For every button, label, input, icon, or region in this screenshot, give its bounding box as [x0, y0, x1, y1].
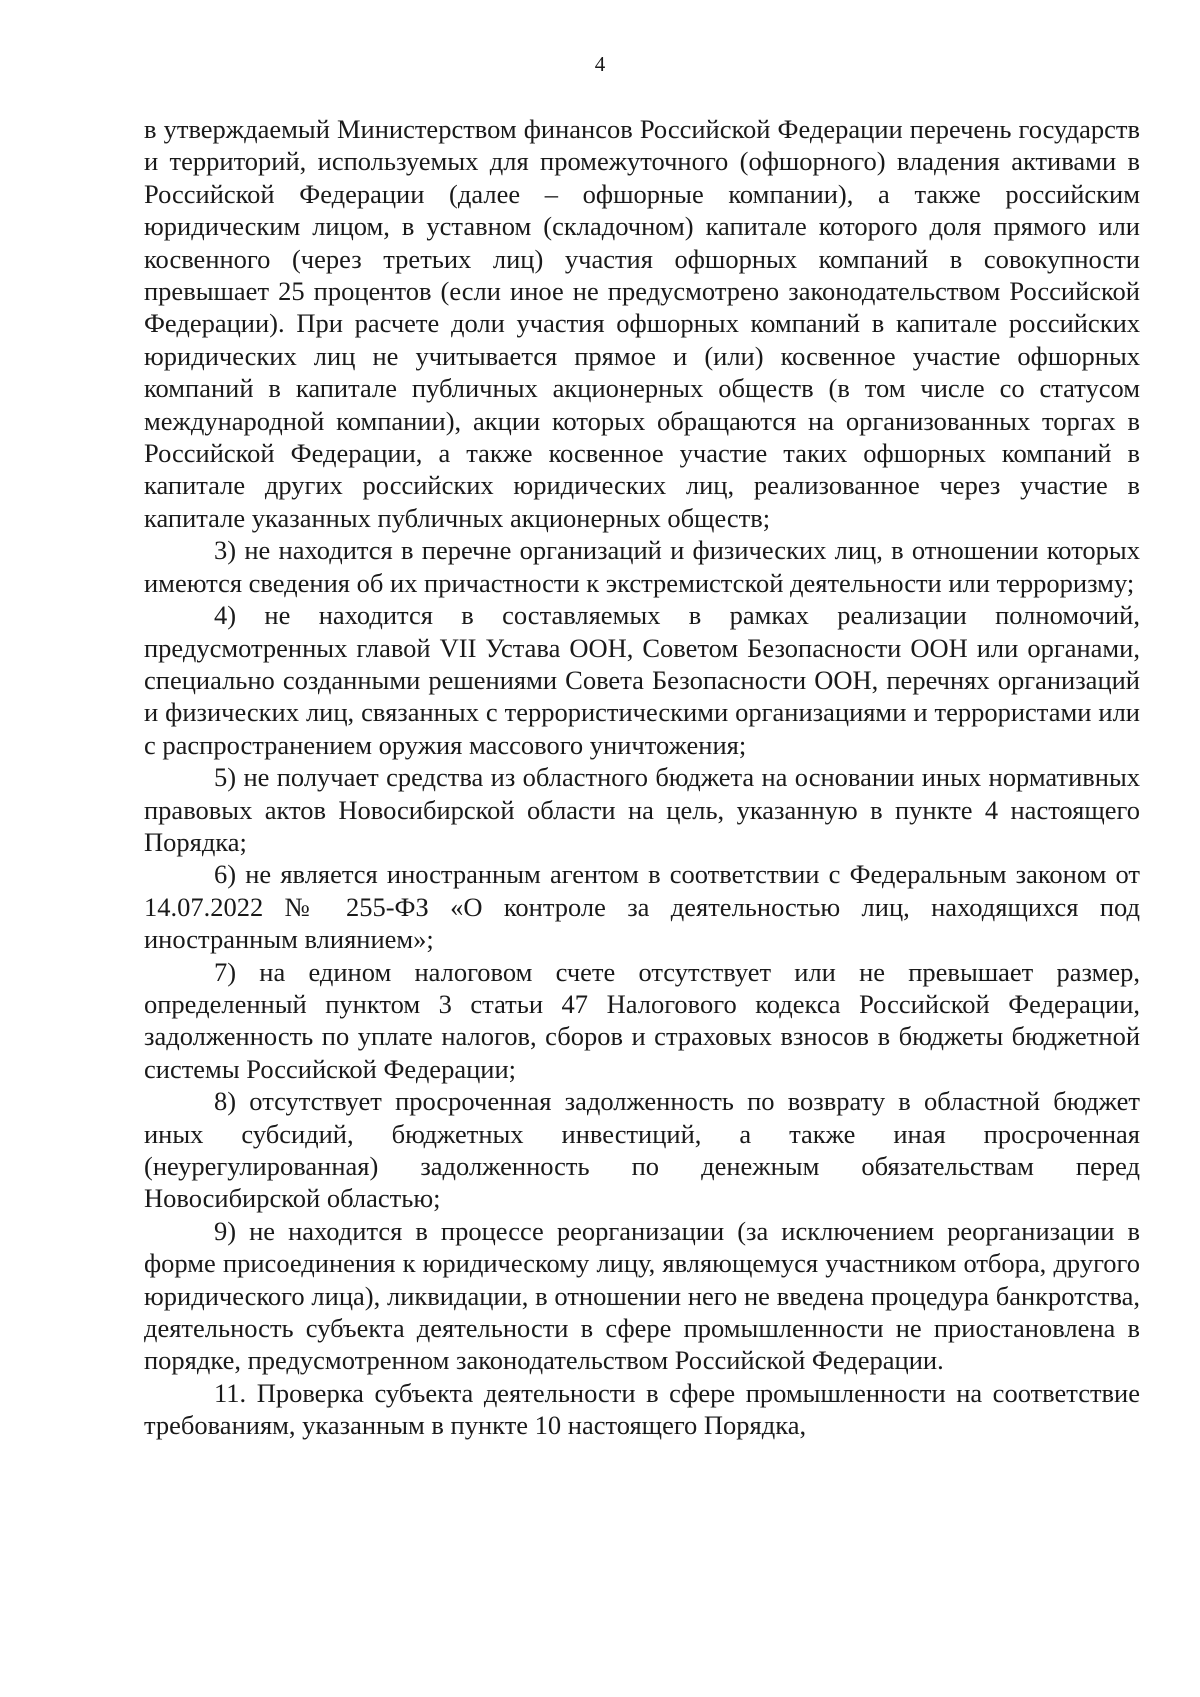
paragraph-section-11: 11. Проверка субъекта деятельности в сфере промышленности на соответствие требованиям, указанным в пункте 10 настоящего Порядка,: [144, 1377, 1140, 1441]
paragraph-item-9: 9) не находится в процессе реорганизации (за исключением реорганизации в форме присоединения к юридическому лицу, являющемуся участником отбора, другого юридического лица), ликвидации, в отношении него не введена процедура банкротства, деятельность субъекта деятельности в сфере промышленности не приостановлена в порядке, предусмотренном законодательством Российской Федерации.: [144, 1215, 1140, 1376]
paragraph-item-3: 3) не находится в перечне организаций и физических лиц, в отношении которых имеются сведения об их причастности к экстремистской деятельности или терроризму;: [144, 535, 1140, 598]
paragraph-item-4: 4) не находится в составляемых в рамках реализации полномочий, предусмотренных главой VII Устава ООН, Советом Безопасности ООН или органами, специально созданными решениями Совета Безопасности ООН, перечнях организаций и физических лиц, связанных с террористическими организациями и террористами или с распространением оружия массового уничтожения;: [144, 600, 1140, 760]
paragraph-item-6: 6) не является иностранным агентом в соответствии с Федеральным законом от 14.07.2022 № 255-ФЗ «О контроле за деятельностью лиц, находящихся под иностранным влиянием»;: [144, 859, 1140, 955]
paragraph-item-8: 8) отсутствует просроченная задолженность по возврату в областной бюджет иных субсидий, бюджетных инвестиций, а также иная просроченная (неурегулированная) задолженность по денежным обязательствам перед Новосибирской областью;: [144, 1086, 1140, 1214]
document-body: [144, 113, 1140, 1442]
paragraph-item-5: 5) не получает средства из областного бюджета на основании иных нормативных правовых актов Новосибирской области на цель, указанную в пункте 4 настоящего Порядка;: [144, 762, 1140, 857]
paragraph-continuation: в утверждаемый Министерством финансов Российской Федерации перечень государств и территорий, используемых для промежуточного (офшорного) владения активами в Российской Федерации (далее – офшорные компании), а также российским юридическим лицом, в уставном (складочном) капитале которого доля прямого или косвенного (через третьих лиц) участия офшорных компаний в совокупности превышает 25 процентов (если иное не предусмотрено законодательством Российской Федерации). При расчете доли участия офшорных компаний в капитале российских юридических лиц не учитывается прямое и (или) косвенное участие офшорных компаний в капитале публичных акционерных обществ (в том числе со статусом международной компании), акции которых обращаются на организованных торгах в Российской Федерации, а также косвенное участие таких офшорных компаний в капитале других российских юридических лиц, реализованное через участие в капитале указанных публичных акционерных обществ;: [144, 114, 1140, 533]
paragraph-item-7: 7) на едином налоговом счете отсутствует или не превышает размер, определенный пунктом 3 статьи 47 Налогового кодекса Российской Федерации, задолженность по уплате налогов, сборов и страховых взносов в бюджеты бюджетной системы Российской Федерации;: [144, 956, 1140, 1084]
page-number: 4: [594, 52, 606, 76]
